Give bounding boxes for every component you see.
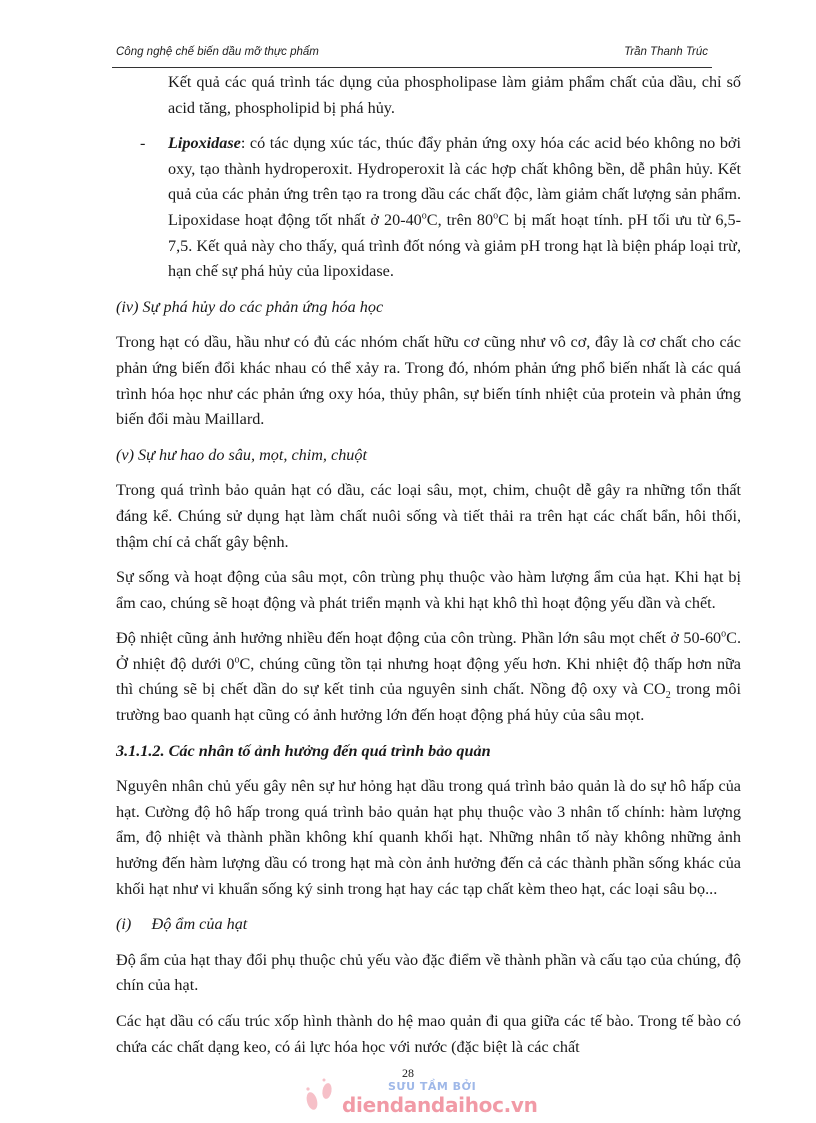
paragraph-v2: Sự sống và hoạt động của sâu mọt, côn trùng phụ thuộc vào hàm lượng ẩm của hạt. Khi hạt bị ẩm cao, chúng sẽ hoạt động và phát triển mạnh và khi hạt khô thì hoạt động yếu dần và chết. bbox=[116, 568, 741, 612]
subheading-iv: (iv) Sự phá hủy do các phản ứng hóa học bbox=[116, 297, 384, 316]
header-title: Công nghệ chế biến dầu mỡ thực phẩm bbox=[116, 46, 319, 58]
term-lipoxidase: Lipoxidase bbox=[168, 134, 241, 153]
watermark-caption: SƯU TẦM BỞI bbox=[388, 1080, 477, 1093]
paragraph-v1: Trong quá trình bảo quản hạt có dầu, các loại sâu, mọt, chim, chuột dễ gây ra những tổn thất đáng kể. Chúng sử dụng hạt làm chất nuôi sống và tiết thải ra trên hạt các chất bẩn, hôi thối, thậm chí cả chất gây bệnh. bbox=[116, 481, 741, 551]
subheading-i: (i) Độ ẩm của hạt bbox=[116, 915, 248, 934]
subheading-v: (v) Sự hư hao do sâu, mọt, chim, chuột bbox=[116, 445, 367, 464]
running-header bbox=[116, 46, 708, 64]
page-number: 28 bbox=[402, 1066, 414, 1080]
footprints-icon bbox=[300, 1077, 344, 1117]
watermark bbox=[300, 1077, 560, 1121]
paragraph-i1: Độ ẩm của hạt thay đổi phụ thuộc chủ yếu vào đặc điểm về thành phần và cấu tạo của chúng, độ chín của hạt. bbox=[116, 950, 741, 995]
section-heading: 3.1.1.2. Các nhân tố ảnh hưởng đến quá trình bảo quản bbox=[116, 741, 491, 760]
header-divider bbox=[112, 67, 712, 68]
bullet-lipoxidase: - Lipoxidase: có tác dụng xúc tác, thúc đẩy phản ứng oxy hóa các acid béo không no bởi oxy, tạo thành hydroperoxit. Hydroperoxit là các hợp chất không bền, dễ phân hủy. Kết quả của các phản ứng trên tạo ra trong dầu các chất độc, làm giảm chất lượng sản phẩm. Lipoxidase hoạt động tốt nhất ở 20-40$^o$C, trên 80$^o$C bị mất hoạt tính. pH tối ưu từ 6,5- 7,5. Kết quả này cho thấy, quá trình đốt nóng và giảm pH trong hạt là biện pháp loại trừ, hạn chế sự phá hủy của lipoxidase. bbox=[116, 131, 741, 285]
page-body bbox=[116, 70, 741, 1060]
bullet-dash: - bbox=[140, 134, 146, 153]
paragraph-v3: Độ nhiệt cũng ảnh hưởng nhiều đến hoạt động của côn trùng. Phần lớn sâu mọt chết ở 50-60$^o$C. Ở nhiệt độ dưới 0$^o$C, chúng cũng tồn tại nhưng hoạt động yếu hơn. Khi nhiệt độ thấp hơn nữa thì chúng sẽ bị chết dần do sự kết tinh của nguyên sinh chất. Nồng độ oxy và $CO_2$ trong môi trường bao quanh hạt cũng có ảnh hưởng lớn đến hoạt động phá hủy của sâu mọt. bbox=[116, 628, 741, 725]
header-author: Trần Thanh Trúc bbox=[624, 46, 708, 58]
paragraph-iv: Trong hạt có dầu, hầu như có đủ các nhóm chất hữu cơ cũng như vô cơ, đây là cơ chất cho các phản ứng biến đổi khác nhau có thể xảy ra. Trong đó, nhóm phản ứng phổ biến nhất là các quá trình hóa học như các phản ứng oxy hóa, thủy phân, sự biến tính nhiệt của protein và phản ứng biến đổi màu Maillard. bbox=[116, 333, 741, 429]
paragraph-i2: Các hạt dầu có cấu trúc xốp hình thành do hệ mao quản đi qua giữa các tế bào. Trong tế bào có chứa các chất dạng keo, có ái lực hóa học với nước (đặc biệt là các chất bbox=[116, 1012, 741, 1056]
watermark-site: diendandaihoc.vn bbox=[342, 1093, 538, 1117]
paragraph-section: Nguyên nhân chủ yếu gây nên sự hư hỏng hạt dầu trong quá trình bảo quản là do sự hô hấp của hạt. Cường độ hô hấp trong quá trình bảo quản hạt phụ thuộc vào 3 nhân tố chính: hàm lượng ẩm, độ nhiệt và thành phần không khí quanh khối hạt. Những nhân tố này không những ảnh hưởng đến hàm lượng dầu có trong hạt mà còn ảnh hưởng đến cả các thành phần sống khác của khối hạt như vi khuẩn sống ký sinh trong hạt hay các tạp chất kèm theo hạt, các loại sâu bọ... bbox=[116, 777, 741, 898]
paragraph-phospholipase-result: Kết quả các quá trình tác dụng của phospholipase làm giảm phẩm chất của dầu, chỉ số acid tăng, phospholipid bị phá hủy. bbox=[168, 73, 741, 117]
